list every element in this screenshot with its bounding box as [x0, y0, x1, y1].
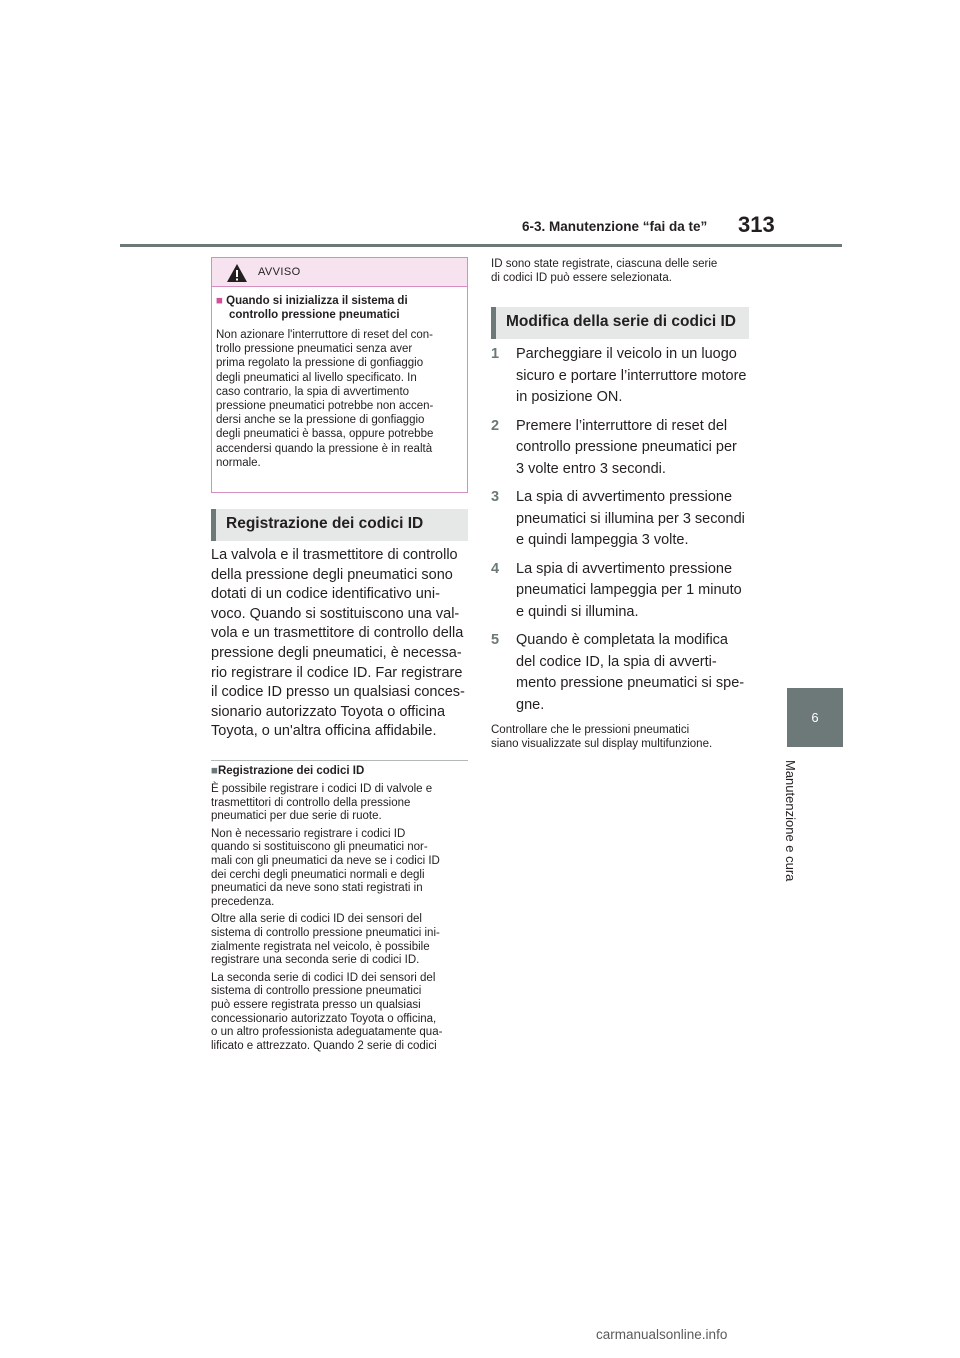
- warning-subtitle: ■ Quando si inizializza il sistema di controllo pressione pneumatici: [216, 295, 408, 321]
- chapter-number: 6: [811, 710, 819, 725]
- note-paragraph: Non è necessario registrare i codici ID quando si sostituiscono gli pneumatici nor- mali con gli pneumatici da neve se i codici ID dei cerchi degli pneumatici normali e degli pneumatici da neve sono stati registrati in precedenza.: [211, 827, 440, 908]
- note-text: [211, 783, 471, 1057]
- page-number: 313: [738, 212, 775, 237]
- step-number: 5: [491, 632, 500, 648]
- step-item: 4 La spia di avvertimento pressione pneumatici lampeggia per 1 minuto e quindi si illumina.: [491, 560, 742, 620]
- note-paragraph: È possibile registrare i codici ID di valvole e trasmettitori di controllo della pressione pneumatici per due serie di ruote.: [211, 783, 433, 823]
- step-number: 4: [491, 560, 500, 577]
- warning-triangle-icon: [226, 263, 248, 283]
- step-number: 2: [491, 417, 500, 434]
- step-item: 1 Parcheggiare il veicolo in un luogo sicuro e portare l’interruttore motore in posizione ON.: [491, 346, 747, 405]
- step-item: 3 La spia di avvertimento pressione pneumatici si illumina per 3 secondi e quindi lampeggia 3 volte.: [491, 489, 745, 548]
- steps-list: [491, 344, 753, 723]
- section-label: 6-3. Manutenzione “fai da te”: [522, 219, 708, 234]
- step-item: 5 Quando è completata la modifica del codice ID, la spia di avverti- mento pressione pneumatici si spe- gne.: [491, 632, 745, 713]
- final-note: Controllare che le pressioni pneumatici siano visualizzate sul display multifunzione.: [491, 724, 713, 750]
- registration-paragraph: La valvola e il trasmettitore di controllo della pressione degli pneumatici sono dotati di un codice identificativo uni- voco. Quando si sostituiscono una val- vola e un trasmettitore di controllo della pressione degli pneumatici, è necessa- rio registrare il codice ID. Far registrare il codice ID presso un qualsiasi conces- sionario autorizzato Toyota o officina Toyota, o un'altra officina affidabile.: [211, 547, 465, 740]
- chapter-title: Manutenzione e cura: [783, 760, 798, 882]
- warning-title: AVVISO: [258, 266, 301, 278]
- note-paragraph: La seconda serie di codici ID dei sensori del sistema di controllo pressione pneumatici può essere registrata presso un qualsiasi concessionario autorizzato Toyota o officina, o un altro professionista adeguatamente qua- lificato e attrezzato. Quando 2 serie di codici: [211, 971, 443, 1052]
- header-rule: [120, 244, 842, 247]
- step-number: 3: [491, 489, 500, 505]
- note-divider: [211, 760, 468, 761]
- note-continuation: ID sono state registrate, ciascuna delle serie di codici ID può essere selezionata.: [491, 258, 718, 284]
- heading-modify-series: Modifica della serie di codici ID: [491, 307, 749, 339]
- bullet-square-icon: ■: [216, 295, 223, 307]
- step-number: 1: [491, 346, 500, 362]
- warning-body: Non azionare l'interruttore di reset del con- trollo pressione pneumatici senza aver prima regolato la pressione di gonfiaggio degli pneumatici al livello specificato. In caso contrario, la spia di avvertimento pressione pneumatici potrebbe non accen- dersi anche se la pressione di gonfiaggio degli pneumatici è bassa, oppure potrebbe accendersi quando la pressione è in realtà normale.: [216, 329, 434, 469]
- heading-registration: Registrazione dei codici ID: [211, 509, 468, 541]
- note-paragraph: Oltre alla serie di codici ID dei sensori del sistema di controllo pressione pneumatici ini- zialmente registrata nel veicolo, è possibile registrare una seconda serie di codici ID.: [211, 913, 440, 967]
- step-item: 2 Premere l’interruttore di reset del controllo pressione pneumatici per 3 volte entro 3 secondi.: [491, 417, 737, 477]
- warning-header: [212, 258, 467, 287]
- warning-box: [211, 257, 468, 493]
- bullet-square-icon: ■: [211, 765, 218, 777]
- note-title: ■Registrazione dei codici ID: [211, 765, 365, 777]
- chapter-tab[interactable]: [787, 688, 843, 747]
- chapter-title-vertical: [783, 760, 805, 900]
- watermark: carmanualsonline.info: [596, 1327, 728, 1342]
